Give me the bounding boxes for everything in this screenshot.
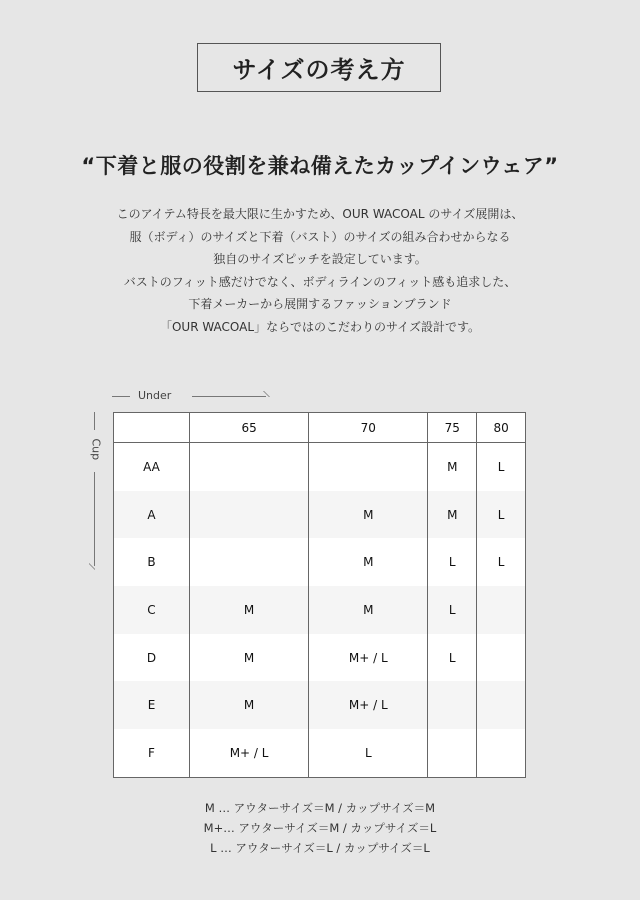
description-line: バストのフィット感だけでなく、ボディラインのフィット感も追求した、 — [123, 274, 517, 289]
table-cell: L — [309, 729, 428, 777]
table-cell: M+ / L — [309, 681, 428, 729]
size-legend — [0, 798, 640, 858]
table-cell — [477, 729, 526, 777]
table-cell — [190, 443, 309, 491]
table-cell: A — [114, 491, 190, 539]
table-cell: M — [309, 586, 428, 634]
table-header-cell: 75 — [428, 413, 477, 443]
table-cell: M — [309, 491, 428, 539]
table-header-cell — [114, 413, 190, 443]
table-row — [114, 538, 526, 586]
description-line: 服（ボディ）のサイズと下着（バスト）のサイズの組み合わせからなる — [129, 229, 511, 244]
table-cell: L — [477, 538, 526, 586]
description-line: このアイテム特長を最大限に生かすため、OUR WACOAL のサイズ展開は、 — [116, 207, 524, 221]
table-cell: AA — [114, 443, 190, 491]
legend-line: M+… アウターサイズ＝M / カップサイズ＝L — [203, 821, 437, 835]
legend-line: L … アウターサイズ＝L / カップサイズ＝L — [210, 841, 430, 855]
table-cell: M — [309, 538, 428, 586]
table-cell: M+ / L — [190, 729, 309, 777]
table-cell: L — [477, 491, 526, 539]
description-line: 下着メーカーから展開するファッションブランド — [188, 297, 452, 312]
table-cell — [428, 729, 477, 777]
table-row — [114, 681, 526, 729]
table-cell — [477, 586, 526, 634]
table-cell: M — [190, 586, 309, 634]
under-axis-text: Under — [138, 389, 172, 402]
table-cell: M — [428, 491, 477, 539]
table-row — [114, 586, 526, 634]
cup-axis-label — [84, 412, 104, 568]
table-cell: C — [114, 586, 190, 634]
description-line: 独自のサイズピッチを設定しています。 — [213, 252, 427, 267]
table-cell: F — [114, 729, 190, 777]
table-row — [114, 491, 526, 539]
table-cell — [428, 681, 477, 729]
table-cell: M — [428, 443, 477, 491]
table-row — [114, 729, 526, 777]
under-axis-label — [112, 386, 268, 406]
table-cell: L — [428, 586, 477, 634]
page-title: サイズの考え方 — [197, 43, 441, 92]
table-header-cell: 70 — [309, 413, 428, 443]
cup-axis-text: Cup — [89, 438, 103, 461]
table-cell — [309, 443, 428, 491]
table-cell: M — [190, 634, 309, 682]
axis-line — [192, 396, 266, 397]
table-row — [114, 443, 526, 491]
table-cell: D — [114, 634, 190, 682]
table-cell: L — [428, 538, 477, 586]
headline: “下着と服の役割を兼ね備えたカップインウェア” — [81, 154, 559, 178]
table-header-cell: 65 — [190, 413, 309, 443]
table-cell — [477, 681, 526, 729]
table-cell: L — [428, 634, 477, 682]
description-line: 「OUR WACOAL」ならではのこだわりのサイズ設計です。 — [159, 319, 481, 334]
table-row — [114, 634, 526, 682]
legend-line: M … アウターサイズ＝M / カップサイズ＝M — [204, 801, 436, 815]
table-cell — [477, 634, 526, 682]
table-header-cell: 80 — [477, 413, 526, 443]
axis-line — [112, 396, 130, 397]
table-cell — [190, 491, 309, 539]
axis-line — [94, 412, 95, 430]
table-cell: B — [114, 538, 190, 586]
table-cell: E — [114, 681, 190, 729]
table-cell — [190, 538, 309, 586]
description — [60, 203, 580, 339]
table-cell: M — [190, 681, 309, 729]
axis-line — [94, 472, 95, 566]
table-cell: M+ / L — [309, 634, 428, 682]
size-table — [113, 412, 526, 778]
table-cell: L — [477, 443, 526, 491]
table-header-row — [114, 413, 526, 443]
